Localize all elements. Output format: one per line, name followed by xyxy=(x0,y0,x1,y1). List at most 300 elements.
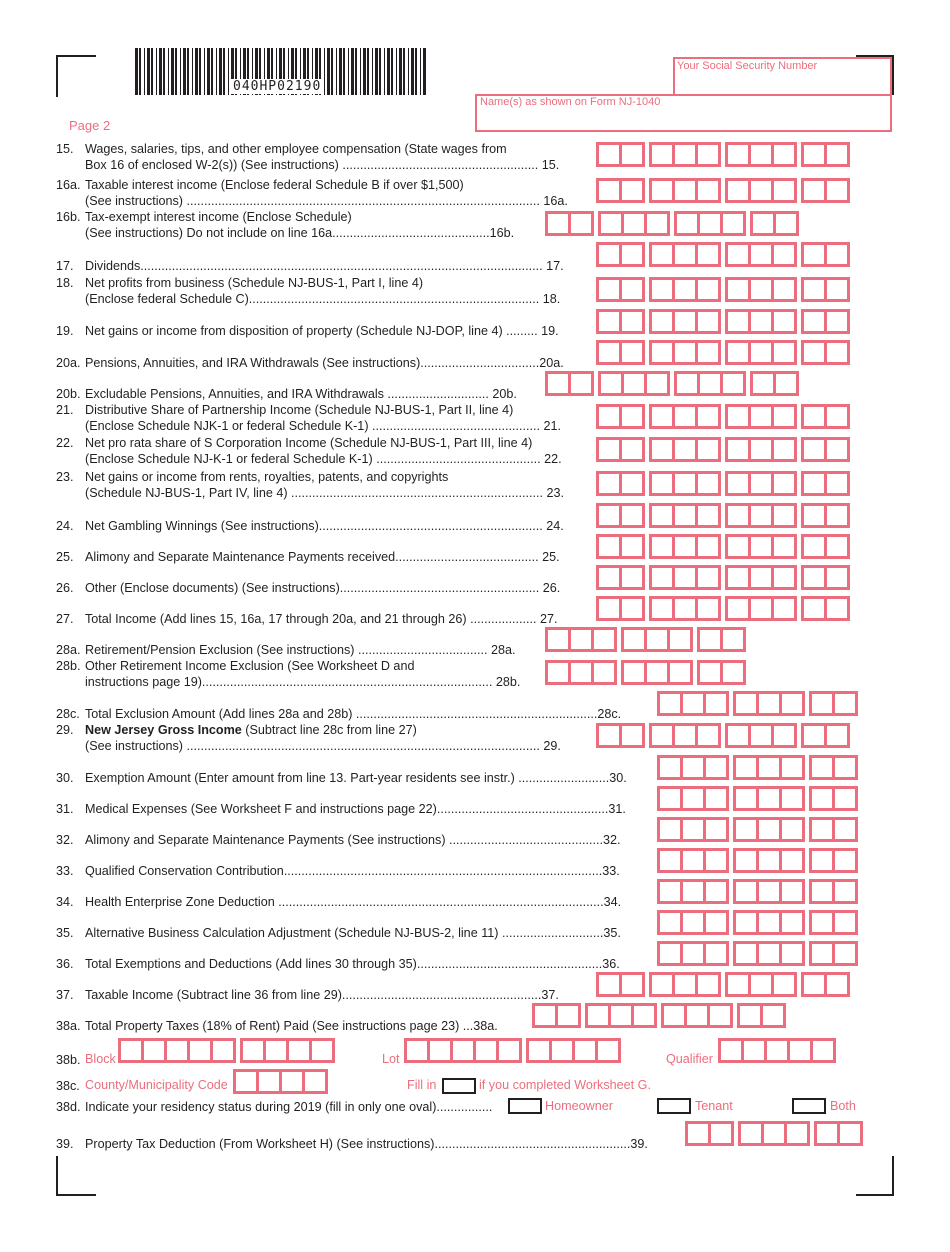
digit-cell[interactable] xyxy=(824,309,850,334)
barcode-bar xyxy=(163,48,165,95)
digit-cell[interactable] xyxy=(779,879,805,904)
digit-cell[interactable] xyxy=(771,534,797,559)
digit-group xyxy=(725,437,797,462)
barcode-bar xyxy=(391,48,393,95)
digit-group xyxy=(801,242,850,267)
digit-cell[interactable] xyxy=(619,242,645,267)
digit-group xyxy=(733,817,805,842)
digit-group xyxy=(733,910,805,935)
digit-group xyxy=(801,471,850,496)
barcode-bar xyxy=(375,48,378,95)
barcode-bar xyxy=(183,48,186,95)
digit-group xyxy=(621,627,693,652)
digit-group xyxy=(596,723,645,748)
digit-cell[interactable] xyxy=(703,691,729,716)
digit-group xyxy=(649,142,721,167)
barcode-bar xyxy=(423,48,426,95)
digit-cell[interactable] xyxy=(771,309,797,334)
digit-cell[interactable] xyxy=(771,404,797,429)
digit-cell[interactable] xyxy=(824,340,850,365)
digit-cell[interactable] xyxy=(703,817,729,842)
barcode-bar xyxy=(139,48,141,95)
digit-cell[interactable] xyxy=(591,627,617,652)
line-23-amount[interactable] xyxy=(596,471,850,496)
qualifier-cells[interactable] xyxy=(718,1038,836,1063)
line-22-amount[interactable] xyxy=(596,437,850,462)
line-number: 38b. xyxy=(56,1053,81,1067)
digit-cell[interactable] xyxy=(703,941,729,966)
digit-group xyxy=(809,691,858,716)
digit-group xyxy=(801,178,850,203)
digit-cell[interactable] xyxy=(773,211,799,236)
line-36-amount[interactable] xyxy=(657,941,858,966)
digit-group xyxy=(596,565,645,590)
digit-cell[interactable] xyxy=(824,723,850,748)
digit-cell[interactable] xyxy=(695,309,721,334)
digit-cell[interactable] xyxy=(832,910,858,935)
lot-number-cells[interactable] xyxy=(404,1038,621,1063)
digit-group xyxy=(657,910,729,935)
digit-cell[interactable] xyxy=(720,627,746,652)
digit-group xyxy=(809,755,858,780)
digit-group xyxy=(596,340,645,365)
digit-group xyxy=(809,941,858,966)
barcode-bar xyxy=(420,48,421,95)
digit-cell[interactable] xyxy=(824,565,850,590)
digit-group xyxy=(733,941,805,966)
digit-group xyxy=(596,142,645,167)
line-17-amount[interactable] xyxy=(596,242,850,267)
line-label-2: (Enclose Schedule NJK-1 or federal Schedule K-1) ................................................ 21. xyxy=(85,419,561,433)
digit-cell[interactable] xyxy=(703,848,729,873)
block-number-cells[interactable] xyxy=(118,1038,335,1063)
digit-cell[interactable] xyxy=(619,277,645,302)
barcode-bar xyxy=(399,48,402,95)
barcode-bar xyxy=(411,48,414,95)
digit-cell[interactable] xyxy=(695,142,721,167)
digit-group xyxy=(657,941,729,966)
line-number: 28b. xyxy=(56,659,81,673)
digit-cell[interactable] xyxy=(644,371,670,396)
digit-group xyxy=(118,1038,236,1063)
digit-group xyxy=(649,277,721,302)
digit-group xyxy=(596,178,645,203)
line-label: Net gains or income from disposition of property (Schedule NJ-DOP, line 4) ......... 19. xyxy=(85,324,559,338)
barcode-bar xyxy=(168,48,169,95)
digit-cell[interactable] xyxy=(771,277,797,302)
line-number: 16a. xyxy=(56,178,81,192)
line-39-amount[interactable] xyxy=(685,1121,863,1146)
digit-group xyxy=(725,972,797,997)
digit-group xyxy=(596,471,645,496)
digit-group xyxy=(697,660,746,685)
line-28c-amount[interactable] xyxy=(657,691,858,716)
digit-cell[interactable] xyxy=(703,786,729,811)
line-label: Exemption Amount (Enter amount from line 13. Part-year residents see instr.) ..........................30. xyxy=(85,771,627,785)
county-code-label: County/Municipality Code xyxy=(85,1078,228,1092)
digit-group xyxy=(725,565,797,590)
barcode-bar xyxy=(351,48,354,95)
line-label: Net pro rata share of S Corporation Income (Schedule NJ-BUS-1, Part III, line 4) xyxy=(85,436,533,450)
line-label: Total Exemptions and Deductions (Add lines 30 through 35).....................................................36. xyxy=(85,957,620,971)
tenant-oval[interactable] xyxy=(657,1098,691,1114)
barcode-bar xyxy=(180,48,181,95)
line-16b-amount[interactable] xyxy=(545,211,799,236)
digit-group xyxy=(733,879,805,904)
digit-cell[interactable] xyxy=(695,242,721,267)
barcode-bar xyxy=(216,48,217,95)
barcode-bar xyxy=(403,48,405,95)
digit-group xyxy=(596,972,645,997)
digit-cell[interactable] xyxy=(771,565,797,590)
digit-cell[interactable] xyxy=(771,178,797,203)
digit-cell[interactable] xyxy=(720,660,746,685)
digit-group xyxy=(809,848,858,873)
digit-cell[interactable] xyxy=(619,178,645,203)
digit-group xyxy=(240,1038,335,1063)
line-label: Taxable interest income (Enclose federal Schedule B if over $1,500) xyxy=(85,178,464,192)
barcode-bar xyxy=(336,48,337,95)
digit-cell[interactable] xyxy=(631,1003,657,1028)
digit-cell[interactable] xyxy=(595,1038,621,1063)
line-label-2: (Enclose federal Schedule C)................................................................................... 18. xyxy=(85,292,561,306)
line-label-2: Box 16 of enclosed W-2(s)) (See instructions) ........................................................ 15. xyxy=(85,158,560,172)
digit-cell[interactable] xyxy=(695,404,721,429)
barcode-bar xyxy=(156,48,157,95)
digit-cell[interactable] xyxy=(832,817,858,842)
digit-cell[interactable] xyxy=(568,371,594,396)
digit-cell[interactable] xyxy=(619,565,645,590)
digit-cell[interactable] xyxy=(824,404,850,429)
barcode-bar xyxy=(187,48,189,95)
both-label: Both xyxy=(830,1099,856,1113)
digit-cell[interactable] xyxy=(824,242,850,267)
digit-group xyxy=(649,972,721,997)
line-28b-amount[interactable] xyxy=(545,660,746,685)
digit-group xyxy=(657,879,729,904)
digit-cell[interactable] xyxy=(824,972,850,997)
digit-group xyxy=(750,371,799,396)
digit-cell[interactable] xyxy=(771,972,797,997)
digit-group xyxy=(801,596,850,621)
line-24-amount[interactable] xyxy=(596,503,850,528)
digit-group xyxy=(801,503,850,528)
digit-cell[interactable] xyxy=(824,178,850,203)
line-number: 38a. xyxy=(56,1019,81,1033)
digit-cell[interactable] xyxy=(771,242,797,267)
digit-cell[interactable] xyxy=(695,596,721,621)
digit-group xyxy=(725,471,797,496)
line-31-amount[interactable] xyxy=(657,786,858,811)
digit-cell[interactable] xyxy=(773,371,799,396)
line-30-amount[interactable] xyxy=(657,755,858,780)
line-label-2: instructions page 19)................................................................................... 28b. xyxy=(85,675,521,689)
digit-cell[interactable] xyxy=(695,277,721,302)
both-oval[interactable] xyxy=(792,1098,826,1114)
digit-group xyxy=(737,1003,786,1028)
digit-cell[interactable] xyxy=(810,1038,836,1063)
digit-group xyxy=(733,848,805,873)
digit-group xyxy=(585,1003,657,1028)
digit-cell[interactable] xyxy=(619,503,645,528)
digit-cell[interactable] xyxy=(619,972,645,997)
digit-group xyxy=(649,596,721,621)
barcode-bar xyxy=(384,48,385,95)
digit-group xyxy=(725,534,797,559)
barcode-bar xyxy=(211,48,213,95)
digit-cell[interactable] xyxy=(210,1038,236,1063)
barcode-bar xyxy=(415,48,417,95)
line-29-amount[interactable] xyxy=(596,723,850,748)
digit-group xyxy=(801,404,850,429)
digit-cell[interactable] xyxy=(771,471,797,496)
line-label: Retirement/Pension Exclusion (See instructions) ..................................... 28a. xyxy=(85,643,516,657)
barcode-bar xyxy=(151,48,153,95)
digit-cell[interactable] xyxy=(703,755,729,780)
digit-cell[interactable] xyxy=(667,627,693,652)
digit-cell[interactable] xyxy=(824,503,850,528)
barcode-text: 040HP02190 xyxy=(233,79,322,94)
digit-cell[interactable] xyxy=(695,437,721,462)
digit-group xyxy=(649,437,721,462)
line-number: 34. xyxy=(56,895,74,909)
barcode-bar xyxy=(327,48,330,95)
barcode-bar xyxy=(204,48,205,95)
digit-group xyxy=(545,660,617,685)
digit-group xyxy=(801,534,850,559)
digit-cell[interactable] xyxy=(824,277,850,302)
barcode-bar xyxy=(223,48,225,95)
line-32-amount[interactable] xyxy=(657,817,858,842)
digit-cell[interactable] xyxy=(824,437,850,462)
line-number: 22. xyxy=(56,436,74,450)
digit-group xyxy=(733,786,805,811)
digit-group xyxy=(657,786,729,811)
digit-cell[interactable] xyxy=(771,503,797,528)
line-37-amount[interactable] xyxy=(596,972,850,997)
barcode-bar xyxy=(324,48,325,95)
digit-cell[interactable] xyxy=(695,178,721,203)
digit-group xyxy=(809,817,858,842)
line-20a-amount[interactable] xyxy=(596,340,850,365)
digit-cell[interactable] xyxy=(695,340,721,365)
digit-group xyxy=(750,211,799,236)
line-label: Health Enterprise Zone Deduction .............................................................................................34. xyxy=(85,895,622,909)
digit-cell[interactable] xyxy=(695,503,721,528)
digit-group xyxy=(545,627,617,652)
digit-group xyxy=(725,503,797,528)
digit-group xyxy=(649,534,721,559)
line-label-2: (See instructions) ..................................................................................................... 16a. xyxy=(85,194,568,208)
digit-group xyxy=(621,660,693,685)
block-label: Block xyxy=(85,1052,116,1066)
digit-cell[interactable] xyxy=(619,723,645,748)
barcode-bar xyxy=(195,48,198,95)
digit-cell[interactable] xyxy=(707,1003,733,1028)
barcode-bar xyxy=(355,48,357,95)
barcode-bar xyxy=(396,48,397,95)
line-label: Net profits from business (Schedule NJ-BUS-1, Part I, line 4) xyxy=(85,276,424,290)
barcode-bar xyxy=(372,48,373,95)
digit-group xyxy=(725,340,797,365)
line-15-amount[interactable] xyxy=(596,142,850,167)
digit-cell[interactable] xyxy=(779,817,805,842)
digit-cell[interactable] xyxy=(555,1003,581,1028)
barcode-bar xyxy=(408,48,409,95)
line-number: 38d. xyxy=(56,1100,81,1114)
digit-group xyxy=(596,437,645,462)
digit-group xyxy=(725,309,797,334)
line-number: 20b. xyxy=(56,387,81,401)
digit-cell[interactable] xyxy=(695,972,721,997)
digit-cell[interactable] xyxy=(771,596,797,621)
line-number: 37. xyxy=(56,988,74,1002)
digit-cell[interactable] xyxy=(771,723,797,748)
line-38a-amount[interactable] xyxy=(532,1003,786,1028)
digit-cell[interactable] xyxy=(644,211,670,236)
line-label-2: (See instructions) Do not include on line 16a.............................................16b. xyxy=(85,226,515,240)
digit-group xyxy=(598,211,670,236)
line-27-amount[interactable] xyxy=(596,596,850,621)
line-number: 33. xyxy=(56,864,74,878)
digit-cell[interactable] xyxy=(824,534,850,559)
digit-cell[interactable] xyxy=(779,691,805,716)
digit-group xyxy=(649,178,721,203)
digit-group xyxy=(809,879,858,904)
line-33-amount[interactable] xyxy=(657,848,858,873)
line-number: 28c. xyxy=(56,707,80,721)
digit-cell[interactable] xyxy=(779,941,805,966)
digit-cell[interactable] xyxy=(496,1038,522,1063)
line-21-amount[interactable] xyxy=(596,404,850,429)
digit-cell[interactable] xyxy=(779,910,805,935)
digit-cell[interactable] xyxy=(695,471,721,496)
corner-mark-bottom-left xyxy=(56,1156,96,1196)
barcode-bar xyxy=(363,48,366,95)
digit-cell[interactable] xyxy=(832,848,858,873)
digit-cell[interactable] xyxy=(695,565,721,590)
digit-cell[interactable] xyxy=(619,309,645,334)
digit-cell[interactable] xyxy=(619,404,645,429)
digit-cell[interactable] xyxy=(771,340,797,365)
county-code-cells[interactable] xyxy=(233,1069,328,1094)
digit-cell[interactable] xyxy=(832,786,858,811)
digit-cell[interactable] xyxy=(619,437,645,462)
digit-group xyxy=(233,1069,328,1094)
barcode-bar xyxy=(171,48,174,95)
digit-group xyxy=(649,565,721,590)
digit-group xyxy=(649,340,721,365)
digit-cell[interactable] xyxy=(703,910,729,935)
digit-group xyxy=(685,1121,734,1146)
digit-cell[interactable] xyxy=(619,471,645,496)
digit-cell[interactable] xyxy=(760,1003,786,1028)
line-25-amount[interactable] xyxy=(596,534,850,559)
line-18-amount[interactable] xyxy=(596,277,850,302)
digit-cell[interactable] xyxy=(771,437,797,462)
homeowner-oval[interactable] xyxy=(508,1098,542,1114)
digit-cell[interactable] xyxy=(703,879,729,904)
line-label: Excludable Pensions, Annuities, and IRA Withdrawals ............................. 20b. xyxy=(85,387,517,401)
digit-cell[interactable] xyxy=(824,596,850,621)
digit-cell[interactable] xyxy=(695,723,721,748)
digit-group xyxy=(801,437,850,462)
digit-cell[interactable] xyxy=(779,848,805,873)
digit-cell[interactable] xyxy=(824,142,850,167)
page-number: Page 2 xyxy=(69,118,111,133)
line-number: 39. xyxy=(56,1137,74,1151)
digit-cell[interactable] xyxy=(720,211,746,236)
worksheet-g-label: if you completed Worksheet G. xyxy=(479,1078,651,1092)
digit-cell[interactable] xyxy=(708,1121,734,1146)
digit-cell[interactable] xyxy=(771,142,797,167)
line-35-amount[interactable] xyxy=(657,910,858,935)
digit-cell[interactable] xyxy=(779,786,805,811)
digit-cell[interactable] xyxy=(784,1121,810,1146)
line-26-amount[interactable] xyxy=(596,565,850,590)
digit-cell[interactable] xyxy=(779,755,805,780)
line-34-amount[interactable] xyxy=(657,879,858,904)
digit-cell[interactable] xyxy=(720,371,746,396)
digit-group xyxy=(725,277,797,302)
digit-cell[interactable] xyxy=(832,941,858,966)
line-number: 24. xyxy=(56,519,74,533)
line-number: 18. xyxy=(56,276,74,290)
digit-cell[interactable] xyxy=(619,340,645,365)
line-label: Dividends................................................................................................................... 17. xyxy=(85,259,564,273)
line-19-amount[interactable] xyxy=(596,309,850,334)
digit-group xyxy=(697,627,746,652)
fill-in-label: Fill in xyxy=(407,1078,437,1092)
line-label: Medical Expenses (See Worksheet F and instructions page 22).................................................31. xyxy=(85,802,626,816)
digit-cell[interactable] xyxy=(309,1038,335,1063)
line-label: Distributive Share of Partnership Income (Schedule NJ-BUS-1, Part II, line 4) xyxy=(85,403,514,417)
digit-group xyxy=(725,596,797,621)
digit-cell[interactable] xyxy=(832,755,858,780)
digit-group xyxy=(801,277,850,302)
line-label: Qualified Conservation Contribution...........................................................................................33. xyxy=(85,864,620,878)
ssn-label: Your Social Security Number xyxy=(677,60,818,72)
line-label: Indicate your residency status during 2019 (fill in only one oval)................ xyxy=(85,1100,493,1114)
worksheet-g-oval[interactable] xyxy=(442,1078,476,1094)
line-16a-amount[interactable] xyxy=(596,178,850,203)
digit-cell[interactable] xyxy=(591,660,617,685)
barcode-bar xyxy=(339,48,342,95)
digit-group xyxy=(801,972,850,997)
digit-cell[interactable] xyxy=(832,691,858,716)
digit-group xyxy=(596,503,645,528)
digit-cell[interactable] xyxy=(667,660,693,685)
line-28a-amount[interactable] xyxy=(545,627,746,652)
corner-mark-bottom-right xyxy=(856,1156,894,1196)
line-label: Property Tax Deduction (From Worksheet H) (See instructions)........................................................39. xyxy=(85,1137,648,1151)
digit-cell[interactable] xyxy=(832,879,858,904)
line-20b-amount[interactable] xyxy=(545,371,799,396)
barcode-bar xyxy=(343,48,345,95)
digit-cell[interactable] xyxy=(824,471,850,496)
digit-group xyxy=(657,817,729,842)
line-number: 32. xyxy=(56,833,74,847)
digit-cell[interactable] xyxy=(302,1069,328,1094)
digit-cell[interactable] xyxy=(837,1121,863,1146)
digit-cell[interactable] xyxy=(619,534,645,559)
digit-group xyxy=(718,1038,836,1063)
digit-cell[interactable] xyxy=(619,142,645,167)
digit-cell[interactable] xyxy=(568,211,594,236)
digit-cell[interactable] xyxy=(619,596,645,621)
digit-cell[interactable] xyxy=(695,534,721,559)
digit-group xyxy=(725,142,797,167)
